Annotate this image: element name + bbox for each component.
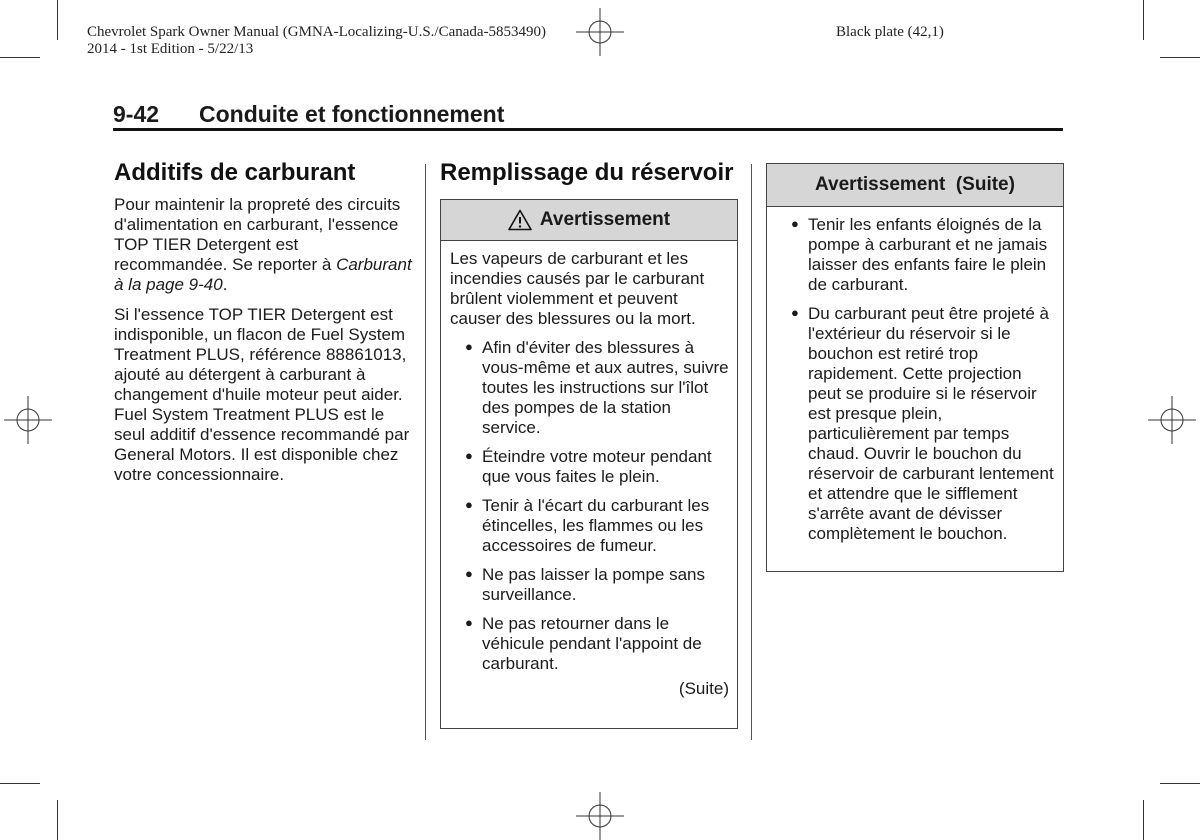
section-rule	[113, 128, 1063, 131]
plate-label: Black plate (42,1)	[836, 24, 944, 40]
warning-continued-bullet-list	[776, 215, 1055, 544]
list-item: ● Tenir à l'écart du carburant les étincelles, les flammes ou les accessoires de fumeur.	[465, 496, 710, 555]
col1-paragraph-1	[114, 195, 414, 295]
cross-reference-link[interactable]: Carburant à la page 9-40	[114, 255, 412, 294]
warning-box-continued	[766, 163, 1064, 572]
column-divider	[751, 164, 752, 740]
warning-triangle-icon	[508, 209, 532, 231]
registration-mark-icon	[4, 396, 52, 444]
section-title: Conduite et fonctionnement	[199, 101, 505, 127]
registration-mark-icon	[1148, 396, 1196, 444]
col1-para1-text: Pour maintenir la propreté des circuits d'alimentation en carburant, l'essence TOP TIER Detergent est recommandée. Se reporter à	[114, 195, 401, 274]
list-item: ● Afin d'éviter des blessures à vous-même et aux autres, suivre toutes les instructions sur l'îlot des pompes de la station service.	[465, 338, 729, 437]
warning-continued-heading: Avertissement (Suite)	[815, 174, 1015, 195]
bullet-icon: ●	[465, 497, 473, 512]
warning-intro: Les vapeurs de carburant et les incendies causés par le carburant brûlent violemment et peuvent causer des blessures ou la mort.	[450, 249, 705, 328]
manual-title-line: Chevrolet Spark Owner Manual (GMNA-Localizing-U.S./Canada-5853490)	[87, 24, 547, 40]
col1-paragraph-2: Si l'essence TOP TIER Detergent est indisponible, un flacon de Fuel System Treatment PLUS, référence 88861013, ajouté au détergent à carburant à changement d'huile moteur peut aider. Fuel System Treatment PLUS est le seul additif d'essence recommandé par General Motors. Il est disponible chez votre concessionnaire.	[114, 305, 410, 484]
warning-continued-content	[767, 215, 1063, 544]
list-item: ● Du carburant peut être projeté à l'extérieur du réservoir si le bouchon est retiré trop rapidement. Cette projection peut se produire si le réservoir est presque plein, particulièrement par temps chaud. Ouvrir le bouchon du réservoir de carburant lentement et attendre que le sifflement s'arrête avant de dévisser complètement le bouchon.	[791, 304, 1054, 543]
col1-body	[114, 195, 414, 495]
bullet-icon: ●	[465, 448, 473, 463]
warning-box	[440, 199, 738, 729]
col1-title: Additifs de carburant	[114, 159, 356, 186]
section-header	[113, 101, 1063, 128]
list-item: ● Ne pas laisser la pompe sans surveillance.	[465, 565, 706, 604]
page-number: 9-42	[113, 101, 160, 127]
edition-line: 2014 - 1st Edition - 5/22/13	[87, 41, 254, 57]
list-item: ● Ne pas retourner dans le véhicule pendant l'appoint de carburant.	[465, 614, 702, 673]
warning-bullet-list	[450, 338, 729, 674]
list-item: ● Tenir les enfants éloignés de la pompe à carburant et ne jamais laisser des enfants faire le plein de carburant.	[791, 215, 1048, 294]
bullet-icon: ●	[465, 615, 473, 630]
column-divider	[425, 164, 426, 740]
bullet-icon: ●	[791, 216, 799, 231]
print-meta	[87, 24, 607, 58]
warning-header	[441, 200, 737, 241]
list-item: ● Éteindre votre moteur pendant que vous faites le plein.	[465, 447, 712, 486]
col1-para1-end: .	[222, 275, 228, 294]
warning-heading: Avertissement	[539, 209, 671, 230]
warning-continued-header	[767, 164, 1063, 207]
bullet-icon: ●	[465, 566, 473, 581]
bullet-icon: ●	[465, 339, 473, 354]
col2-title: Remplissage du réservoir	[440, 159, 734, 186]
registration-mark-icon	[576, 8, 624, 56]
bullet-icon: ●	[791, 305, 799, 320]
registration-mark-icon	[576, 792, 624, 840]
warning-content	[441, 241, 737, 699]
continued-label: (Suite)	[678, 679, 729, 698]
